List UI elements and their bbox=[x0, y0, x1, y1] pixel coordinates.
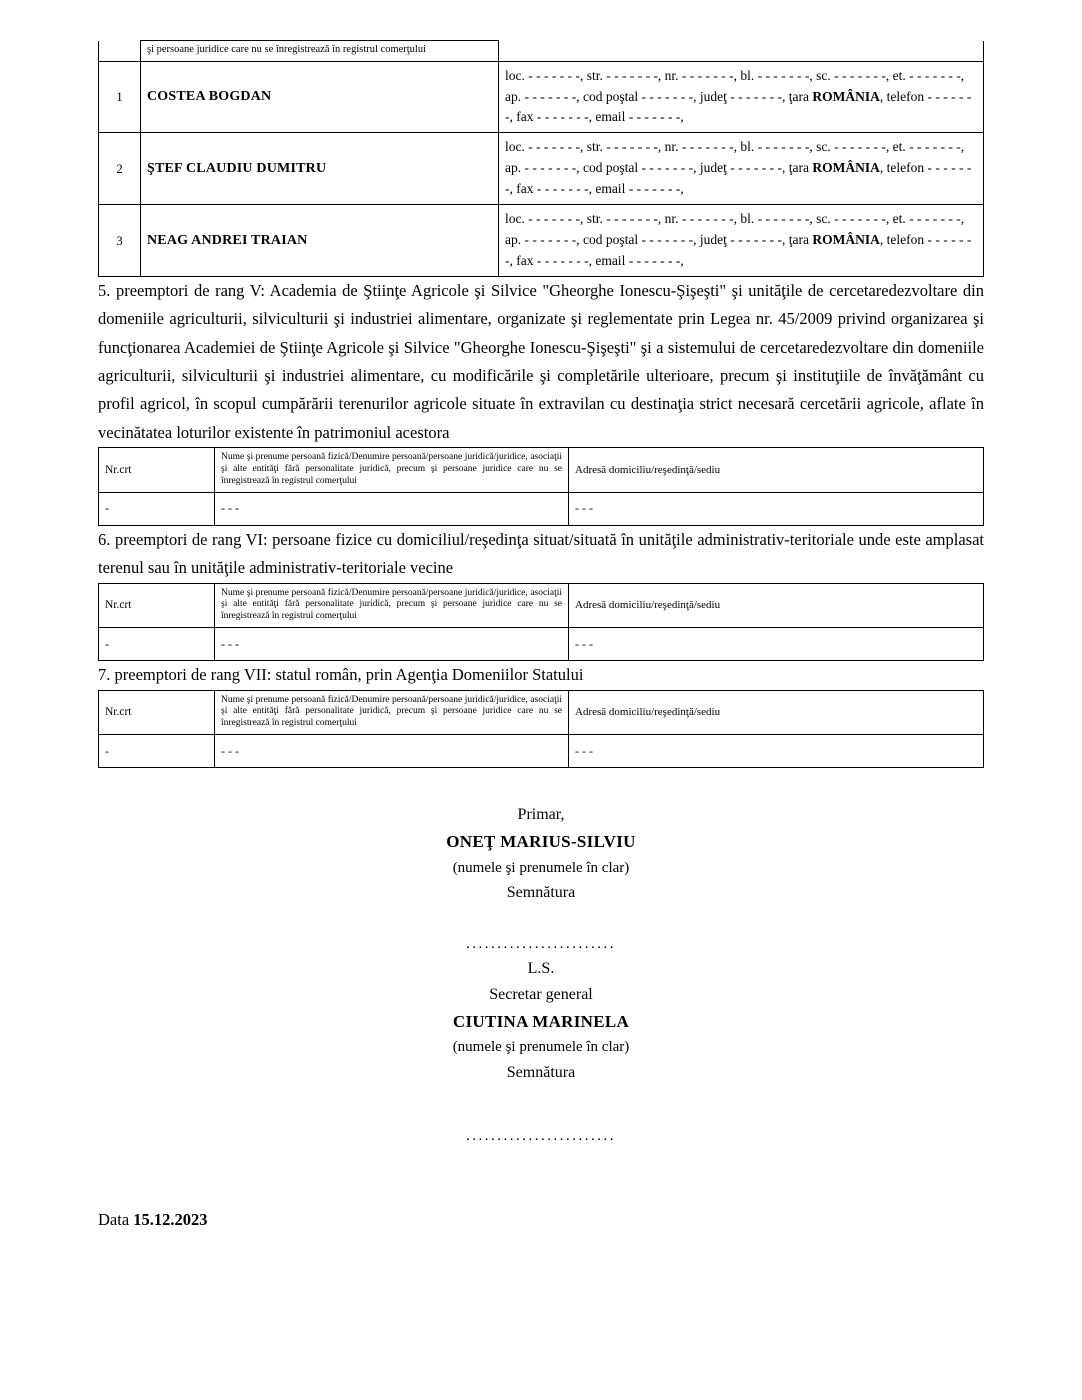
address-part-1: loc. - - - - - - -, str. - - - - - - -, nr. - - - - - - -, bl. - - - - - - -, sc. - - - - - - -, et. - - - - - - -, ap. - - - - - - -, cod poştal - - - - - - -, judeţ - - - - - - -, ţara bbox=[505, 211, 965, 248]
mayor-name: ONEŢ MARIUS-SILVIU bbox=[446, 832, 636, 852]
table-header-row-continued bbox=[99, 41, 984, 62]
row-address bbox=[499, 61, 984, 133]
table-header-row bbox=[99, 448, 984, 493]
table-row bbox=[99, 205, 984, 277]
header-cell-address: Adresă domiciliu/reşedinţă/sediu bbox=[569, 448, 984, 493]
row-address: - - - bbox=[569, 492, 984, 525]
section-5-paragraph: 5. preemptori de rang V: Academia de Ştiinţe Agricole şi Silvice "Gheorghe Ionescu-Şişeşti" şi unităţile de cercetaredezvoltare din domeniile agriculturii, silviculturii şi industriei alimentare, organizate şi reglementate prin Legea nr. 45/2009 privind organizarea şi funcţionarea Academiei de Ştiinţe Agricole şi Silvice "Gheorghe Ionescu-Şişeşti" şi a sistemului de cercetaredezvoltare din domeniile agriculturii, silviculturii şi industriei alimentare, cu modificările şi completările ulterioare, precum şi instituţiile de învăţământ cu profil agricol, în scopul cumpărării terenurilor agricole situate în extravilan cu destinaţia strict necesară cercetării agricole, aflate în vecinătatea loturilor existente în patrimoniul acestora bbox=[98, 280, 984, 442]
row-name: COSTEA BOGDAN bbox=[141, 61, 499, 133]
address-country: ROMÂNIA bbox=[812, 160, 880, 176]
signature-block bbox=[98, 768, 984, 1148]
mayor-signature-line: ........................ bbox=[466, 935, 616, 952]
secretary-note: (numele şi prenumele în clar) bbox=[452, 1039, 630, 1056]
secretary-name: CIUTINA MARINELA bbox=[452, 1011, 630, 1031]
table-row bbox=[99, 735, 984, 768]
row-name: NEAG ANDREI TRAIAN bbox=[141, 205, 499, 277]
row-nr: - bbox=[99, 492, 215, 525]
mayor-signature-label: Semnătura bbox=[506, 883, 576, 901]
row-name: - - - bbox=[215, 628, 569, 661]
mayor-note: (numele şi prenumele în clar) bbox=[452, 859, 630, 876]
table-row bbox=[99, 628, 984, 661]
secretary-signature-line: ........................ bbox=[466, 1127, 616, 1144]
section-5-table bbox=[98, 447, 984, 526]
spacer bbox=[98, 768, 984, 802]
date-value: 15.12.2023 bbox=[133, 1209, 208, 1229]
row-nr: 2 bbox=[99, 133, 141, 205]
row-nr: - bbox=[99, 628, 215, 661]
table-row bbox=[99, 492, 984, 525]
secretary-role: Secretar general bbox=[489, 985, 593, 1003]
address-country: ROMÂNIA bbox=[812, 88, 880, 104]
address-part-1: loc. - - - - - - -, str. - - - - - - -, nr. - - - - - - -, bl. - - - - - - -, sc. - - - - - - -, et. - - - - - - -, ap. - - - - - - -, cod poştal - - - - - - -, judeţ - - - - - - -, ţara bbox=[505, 67, 965, 104]
row-address bbox=[499, 133, 984, 205]
section-7-paragraph: 7. preemptori de rang VII: statul român, prin Agenţia Domeniilor Statului bbox=[98, 665, 584, 685]
row-name: - - - bbox=[215, 735, 569, 768]
table-row bbox=[99, 61, 984, 133]
header-cell-address: Adresă domiciliu/reşedinţă/sediu bbox=[569, 583, 984, 628]
header-cell-address bbox=[499, 41, 984, 62]
row-nr: - bbox=[99, 735, 215, 768]
header-cell-nr bbox=[99, 41, 141, 62]
header-cell-name: Nume şi prenume persoană fizică/Denumire persoană/persoane juridică/juridice, asociaţii şi alte entităţi fără personalitate juridică, precum şi persoane juridice care nu se înregistrează în registrul comerţului bbox=[215, 690, 569, 735]
section-6-paragraph: 6. preemptori de rang VI: persoane fizice cu domiciliul/reşedinţa situat/situată în unităţile administrativ-teritoriale unde este amplasat terenul sau în unităţile administrativ-teritoriale vecine bbox=[98, 529, 984, 578]
address-part-2: , telefon - - - - - - -, fax - - - - - - -, email - - - - - - -, bbox=[505, 232, 972, 268]
preemptors-table-continued bbox=[98, 40, 984, 277]
row-nr: 3 bbox=[99, 205, 141, 277]
header-cell-nr: Nr.crt bbox=[99, 448, 215, 493]
address-part-1: loc. - - - - - - -, str. - - - - - - -, nr. - - - - - - -, bl. - - - - - - -, sc. - - - - - - -, et. - - - - - - -, ap. - - - - - - -, cod poştal - - - - - - -, judeţ - - - - - - -, ţara bbox=[505, 139, 965, 176]
table-header-row bbox=[99, 583, 984, 628]
row-address: - - - bbox=[569, 628, 984, 661]
header-cell-nr: Nr.crt bbox=[99, 583, 215, 628]
table-header-row bbox=[99, 690, 984, 735]
header-cell-nr: Nr.crt bbox=[99, 690, 215, 735]
document-date bbox=[98, 1210, 984, 1230]
spacer bbox=[98, 906, 984, 932]
row-name: ŞTEF CLAUDIU DUMITRU bbox=[141, 133, 499, 205]
row-nr: 1 bbox=[99, 61, 141, 133]
header-cell-address: Adresă domiciliu/reşedinţă/sediu bbox=[569, 690, 984, 735]
spacer bbox=[98, 1086, 984, 1124]
section-7-table bbox=[98, 690, 984, 769]
row-address bbox=[499, 205, 984, 277]
header-cell-name: Nume şi prenume persoană fizică/Denumire persoană/persoane juridică/juridice, asociaţii şi alte entităţi fără personalitate juridică, precum şi persoane juridice care nu se înregistrează în registrul comerţului bbox=[215, 583, 569, 628]
date-label: Data bbox=[98, 1209, 134, 1229]
row-address: - - - bbox=[569, 735, 984, 768]
header-cell-name: Nume şi prenume persoană fizică/Denumire persoană/persoane juridică/juridice, asociaţii şi alte entităţi fără personalitate juridică, precum şi persoane juridice care nu se înregistrează în registrul comerţului bbox=[215, 448, 569, 493]
mayor-role: Primar, bbox=[517, 806, 565, 824]
row-name: - - - bbox=[215, 492, 569, 525]
address-part-2: , telefon - - - - - - -, fax - - - - - - -, email - - - - - - -, bbox=[505, 88, 972, 125]
address-country: ROMÂNIA bbox=[812, 232, 880, 248]
secretary-signature-label: Semnătura bbox=[506, 1063, 576, 1081]
address-part-2: , telefon - - - - - - -, fax - - - - - - -, email - - - - - - -, bbox=[505, 160, 972, 197]
section-6-table bbox=[98, 583, 984, 662]
table-row bbox=[99, 133, 984, 205]
ls-label: L.S. bbox=[527, 960, 555, 978]
header-cell-name: şi persoane juridice care nu se înregistrează în registrul comerţului bbox=[141, 41, 499, 62]
